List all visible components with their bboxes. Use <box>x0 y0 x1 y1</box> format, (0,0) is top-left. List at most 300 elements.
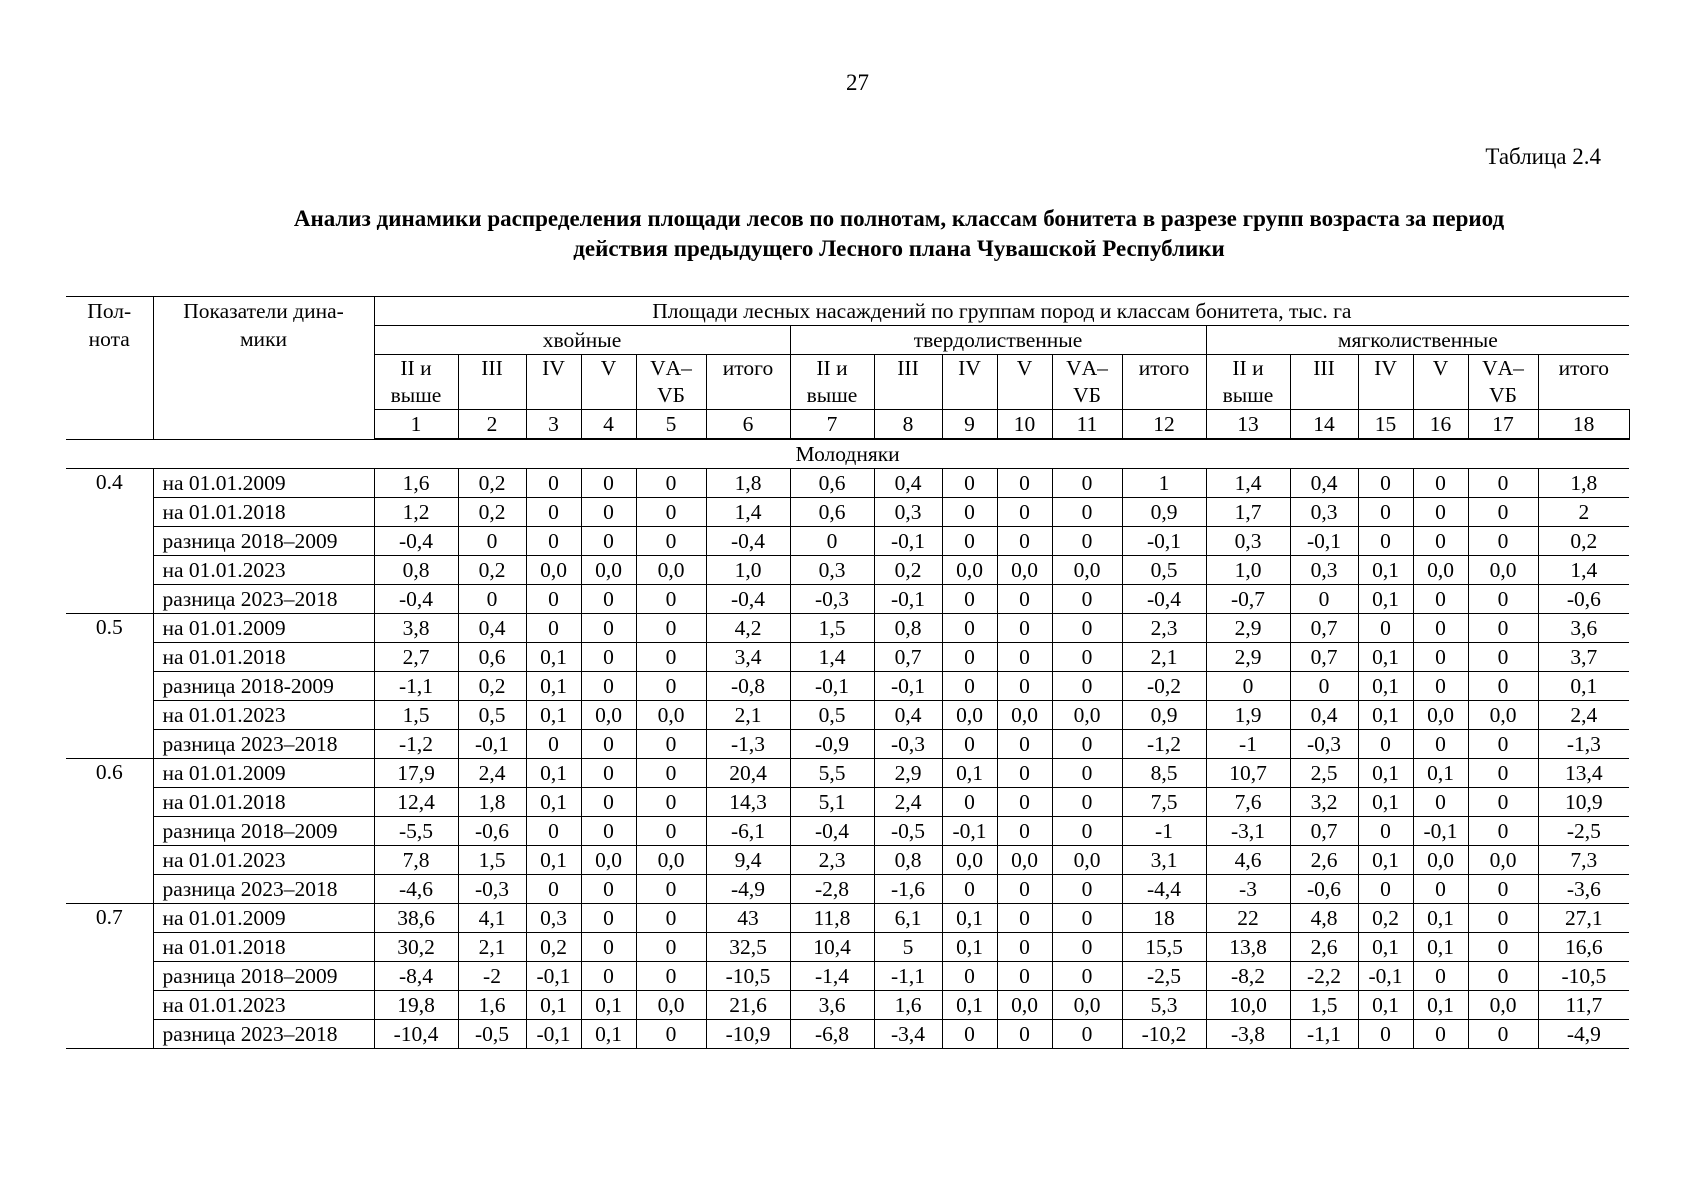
value-cell: 0,1 <box>1358 672 1413 701</box>
value-cell: 18 <box>1122 904 1206 933</box>
value-cell: 0,2 <box>458 556 526 585</box>
header-group-hardwood: твердолиственные <box>790 326 1206 355</box>
value-cell: 0 <box>1468 962 1538 991</box>
value-cell: 0 <box>1052 904 1122 933</box>
value-cell: 0,0 <box>1413 556 1468 585</box>
value-cell: 1,6 <box>874 991 942 1020</box>
column-number: 8 <box>874 410 942 440</box>
value-cell: 0,3 <box>526 904 581 933</box>
header-class-line1: VА– <box>650 356 692 380</box>
value-cell: 22 <box>1206 904 1290 933</box>
value-cell: 0 <box>1413 469 1468 498</box>
value-cell: 0 <box>526 469 581 498</box>
value-cell: 0 <box>1413 672 1468 701</box>
indicator-label: на 01.01.2018 <box>153 643 374 672</box>
value-cell: 32,5 <box>706 933 790 962</box>
column-number: 10 <box>997 410 1052 440</box>
value-cell: 2,4 <box>874 788 942 817</box>
value-cell: 2,6 <box>1290 846 1358 875</box>
value-cell: 0,1 <box>581 1020 636 1049</box>
column-number: 14 <box>1290 410 1358 440</box>
value-cell: -0,1 <box>874 672 942 701</box>
value-cell: 0,7 <box>874 643 942 672</box>
value-cell: 0 <box>1468 527 1538 556</box>
value-cell: -2,5 <box>1122 962 1206 991</box>
header-polnota <box>66 297 153 440</box>
header-group-softwood: мягколиственные <box>1206 326 1629 355</box>
value-cell: 0,0 <box>1052 556 1122 585</box>
value-cell: 7,8 <box>374 846 458 875</box>
header-class-cell <box>706 355 790 410</box>
value-cell: 0,4 <box>874 469 942 498</box>
section-row <box>66 439 1629 469</box>
value-cell: 27,1 <box>1538 904 1629 933</box>
value-cell: 0 <box>1052 817 1122 846</box>
title-line-1: Анализ динамики распределения площади лесов по полнотам, классам бонитета в разрезе групп возраста за период <box>293 206 1505 231</box>
value-cell: 0,0 <box>636 991 706 1020</box>
value-cell: 12,4 <box>374 788 458 817</box>
value-cell: 0 <box>1468 672 1538 701</box>
value-cell: 0 <box>581 788 636 817</box>
value-cell: 11,7 <box>1538 991 1629 1020</box>
value-cell: -1,1 <box>1290 1020 1358 1049</box>
value-cell: 5 <box>874 933 942 962</box>
value-cell: 0,1 <box>1358 701 1413 730</box>
value-cell: 0 <box>1413 643 1468 672</box>
value-cell: 0 <box>581 933 636 962</box>
header-class-line1: V <box>1016 356 1033 380</box>
value-cell: 0 <box>1413 1020 1468 1049</box>
value-cell: 7,3 <box>1538 846 1629 875</box>
table-row <box>66 875 1629 904</box>
value-cell: 2,7 <box>374 643 458 672</box>
value-cell: -0,7 <box>1206 585 1290 614</box>
column-number: 11 <box>1052 410 1122 440</box>
value-cell: 5,5 <box>790 759 874 788</box>
value-cell: 0 <box>458 585 526 614</box>
value-cell: 0 <box>942 585 997 614</box>
header-class-line2 <box>707 382 790 409</box>
value-cell: 0,0 <box>1468 701 1538 730</box>
value-cell: 8,5 <box>1122 759 1206 788</box>
table-row <box>66 904 1629 933</box>
indicator-label: на 01.01.2023 <box>153 701 374 730</box>
value-cell: 0 <box>1468 498 1538 527</box>
value-cell: 0 <box>1413 788 1468 817</box>
value-cell: 0 <box>1052 962 1122 991</box>
value-cell: 3,2 <box>1290 788 1358 817</box>
value-cell: -10,5 <box>1538 962 1629 991</box>
indicator-label: разница 2018-2009 <box>153 672 374 701</box>
value-cell: -0,1 <box>1122 527 1206 556</box>
header-class-cell <box>1468 355 1538 410</box>
value-cell: 0,4 <box>1290 701 1358 730</box>
header-group-coniferous: хвойные <box>374 326 790 355</box>
indicator-label: разница 2018–2009 <box>153 817 374 846</box>
value-cell: 13,8 <box>1206 933 1290 962</box>
value-cell: 0 <box>1290 585 1358 614</box>
value-cell: 0,0 <box>997 846 1052 875</box>
value-cell: 0 <box>1413 527 1468 556</box>
value-cell: 0,1 <box>526 759 581 788</box>
value-cell: 0,1 <box>1358 643 1413 672</box>
value-cell: 0,0 <box>1413 701 1468 730</box>
value-cell: 0,1 <box>942 991 997 1020</box>
value-cell: 0 <box>1413 962 1468 991</box>
value-cell: 0 <box>942 614 997 643</box>
value-cell: 0 <box>526 614 581 643</box>
column-number: 3 <box>526 410 581 440</box>
polnota-cell: 0.4 <box>66 469 153 614</box>
table-row <box>66 556 1629 585</box>
value-cell: 10,7 <box>1206 759 1290 788</box>
value-cell: 1,0 <box>706 556 790 585</box>
column-number: 5 <box>636 410 706 440</box>
value-cell: 0 <box>581 672 636 701</box>
value-cell: 0,1 <box>1413 759 1468 788</box>
value-cell: -0,4 <box>1122 585 1206 614</box>
value-cell: 0 <box>1358 1020 1413 1049</box>
value-cell: -4,9 <box>706 875 790 904</box>
value-cell: 0 <box>636 527 706 556</box>
value-cell: 0,1 <box>526 788 581 817</box>
value-cell: 1 <box>1122 469 1206 498</box>
value-cell: 0,0 <box>997 991 1052 1020</box>
header-class-line1: II и <box>816 356 848 380</box>
table-row <box>66 614 1629 643</box>
value-cell: -3,1 <box>1206 817 1290 846</box>
page-number: 27 <box>846 70 869 95</box>
value-cell: 0 <box>636 788 706 817</box>
value-cell: 0 <box>1468 875 1538 904</box>
value-cell: -8,2 <box>1206 962 1290 991</box>
header-class-line2 <box>459 382 526 409</box>
indicator-label: на 01.01.2023 <box>153 991 374 1020</box>
value-cell: 1,8 <box>706 469 790 498</box>
value-cell: 13,4 <box>1538 759 1629 788</box>
value-cell: 0 <box>997 1020 1052 1049</box>
value-cell: 3,1 <box>1122 846 1206 875</box>
value-cell: -1,6 <box>874 875 942 904</box>
value-cell: 0,1 <box>1413 904 1468 933</box>
value-cell: 0 <box>526 875 581 904</box>
value-cell: 43 <box>706 904 790 933</box>
value-cell: 0 <box>997 788 1052 817</box>
value-cell: -3,8 <box>1206 1020 1290 1049</box>
value-cell: 0,2 <box>458 469 526 498</box>
value-cell: 0 <box>1468 469 1538 498</box>
value-cell: 0,0 <box>636 701 706 730</box>
value-cell: 11,8 <box>790 904 874 933</box>
header-class-line2 <box>998 382 1052 409</box>
value-cell: 3,4 <box>706 643 790 672</box>
value-cell: 0 <box>997 817 1052 846</box>
value-cell: 0 <box>1052 730 1122 759</box>
value-cell: 0,4 <box>874 701 942 730</box>
value-cell: 0 <box>581 730 636 759</box>
value-cell: 0,7 <box>1290 643 1358 672</box>
value-cell: 1,8 <box>1538 469 1629 498</box>
indicator-label: разница 2018–2009 <box>153 962 374 991</box>
value-cell: 2 <box>1538 498 1629 527</box>
value-cell: 1,6 <box>458 991 526 1020</box>
indicator-label: на 01.01.2009 <box>153 614 374 643</box>
value-cell: 0,2 <box>526 933 581 962</box>
value-cell: 0 <box>1413 614 1468 643</box>
header-class-line2 <box>1414 382 1468 409</box>
value-cell: 4,2 <box>706 614 790 643</box>
value-cell: 4,6 <box>1206 846 1290 875</box>
value-cell: 1,9 <box>1206 701 1290 730</box>
value-cell: 0 <box>942 875 997 904</box>
value-cell: -0,3 <box>458 875 526 904</box>
value-cell: 0 <box>997 498 1052 527</box>
column-number: 18 <box>1538 410 1629 440</box>
value-cell: 0 <box>1052 672 1122 701</box>
value-cell: 0 <box>1358 730 1413 759</box>
value-cell: 0,0 <box>1468 556 1538 585</box>
value-cell: 0 <box>942 469 997 498</box>
value-cell: 0,0 <box>942 556 997 585</box>
value-cell: 0,3 <box>1290 498 1358 527</box>
table-row <box>66 962 1629 991</box>
forest-dynamics-table <box>66 296 1629 1049</box>
value-cell: 0 <box>1052 933 1122 962</box>
value-cell: 0,1 <box>1358 759 1413 788</box>
value-cell: -2,8 <box>790 875 874 904</box>
value-cell: -0,4 <box>374 585 458 614</box>
value-cell: 0 <box>1468 643 1538 672</box>
section-title: Молодняки <box>66 439 1629 469</box>
indicator-label: разница 2023–2018 <box>153 875 374 904</box>
value-cell: 0,6 <box>790 498 874 527</box>
header-class-line2 <box>1291 382 1358 409</box>
table-row <box>66 1020 1629 1049</box>
value-cell: 2,3 <box>790 846 874 875</box>
value-cell: 0,1 <box>1538 672 1629 701</box>
table-row <box>66 672 1629 701</box>
value-cell: 0,1 <box>1413 933 1468 962</box>
value-cell: 20,4 <box>706 759 790 788</box>
value-cell: 0,2 <box>458 498 526 527</box>
header-class-cell <box>790 355 874 410</box>
value-cell: 0 <box>1052 643 1122 672</box>
value-cell: 7,6 <box>1206 788 1290 817</box>
header-class-line2: VБ <box>657 383 685 407</box>
value-cell: 0 <box>1468 933 1538 962</box>
value-cell: -0,4 <box>374 527 458 556</box>
value-cell: -0,3 <box>1290 730 1358 759</box>
header-class-line2 <box>1539 382 1630 409</box>
value-cell: 0,8 <box>374 556 458 585</box>
header-class-line1: итого <box>722 356 774 380</box>
value-cell: 19,8 <box>374 991 458 1020</box>
table-row <box>66 469 1629 498</box>
header-class-line2 <box>943 382 997 409</box>
value-cell: -1,2 <box>1122 730 1206 759</box>
table-row <box>66 585 1629 614</box>
value-cell: 0 <box>997 585 1052 614</box>
value-cell: 0 <box>581 817 636 846</box>
table-row <box>66 788 1629 817</box>
value-cell: 5,3 <box>1122 991 1206 1020</box>
indicator-label: разница 2023–2018 <box>153 585 374 614</box>
column-number: 7 <box>790 410 874 440</box>
header-class-cell <box>458 355 526 410</box>
value-cell: -0,6 <box>1538 585 1629 614</box>
header-class-line1: IV <box>958 356 981 380</box>
value-cell: -0,6 <box>458 817 526 846</box>
value-cell: 3,6 <box>790 991 874 1020</box>
value-cell: 0,2 <box>458 672 526 701</box>
value-cell: 0,7 <box>1290 614 1358 643</box>
value-cell: 0 <box>1052 875 1122 904</box>
value-cell: 0 <box>581 614 636 643</box>
value-cell: 2,5 <box>1290 759 1358 788</box>
value-cell: 4,8 <box>1290 904 1358 933</box>
value-cell: 0 <box>636 962 706 991</box>
value-cell: 0 <box>997 933 1052 962</box>
value-cell: 2,3 <box>1122 614 1206 643</box>
value-cell: 6,1 <box>874 904 942 933</box>
value-cell: 0,1 <box>1358 991 1413 1020</box>
column-number: 16 <box>1413 410 1468 440</box>
value-cell: 7,5 <box>1122 788 1206 817</box>
column-number: 12 <box>1122 410 1206 440</box>
value-cell: 0 <box>1052 527 1122 556</box>
value-cell: -0,9 <box>790 730 874 759</box>
value-cell: -0,4 <box>706 527 790 556</box>
value-cell: 2,1 <box>706 701 790 730</box>
value-cell: -3,6 <box>1538 875 1629 904</box>
header-class-line1: III <box>1313 356 1335 380</box>
value-cell: -0,1 <box>874 585 942 614</box>
value-cell: 0 <box>581 962 636 991</box>
table-header <box>66 297 1629 440</box>
value-cell: -0,1 <box>458 730 526 759</box>
value-cell: 2,4 <box>458 759 526 788</box>
value-cell: 0,9 <box>1122 701 1206 730</box>
value-cell: 0,7 <box>1290 817 1358 846</box>
value-cell: 0 <box>1468 788 1538 817</box>
table-row <box>66 846 1629 875</box>
value-cell: -0,1 <box>526 1020 581 1049</box>
value-cell: 0 <box>942 643 997 672</box>
value-cell: 2,4 <box>1538 701 1629 730</box>
value-cell: 1,0 <box>1206 556 1290 585</box>
value-cell: 1,2 <box>374 498 458 527</box>
value-cell: 0 <box>636 904 706 933</box>
value-cell: 3,8 <box>374 614 458 643</box>
indicator-label: на 01.01.2009 <box>153 759 374 788</box>
header-class-cell <box>1052 355 1122 410</box>
value-cell: -0,1 <box>874 527 942 556</box>
value-cell: 0,0 <box>581 556 636 585</box>
table-row <box>66 817 1629 846</box>
value-cell: -10,4 <box>374 1020 458 1049</box>
header-class-line1: V <box>600 356 617 380</box>
value-cell: 2,1 <box>458 933 526 962</box>
value-cell: 2,9 <box>1206 643 1290 672</box>
value-cell: 0 <box>1468 759 1538 788</box>
header-class-line1: итого <box>1138 356 1190 380</box>
value-cell: 2,6 <box>1290 933 1358 962</box>
value-cell: -0,1 <box>526 962 581 991</box>
value-cell: 1,5 <box>374 701 458 730</box>
value-cell: -0,4 <box>790 817 874 846</box>
value-cell: 0 <box>942 962 997 991</box>
value-cell: 0,0 <box>581 701 636 730</box>
value-cell: 0 <box>1468 904 1538 933</box>
value-cell: 0 <box>636 759 706 788</box>
value-cell: 1,4 <box>1206 469 1290 498</box>
value-cell: -0,1 <box>790 672 874 701</box>
value-cell: 1,7 <box>1206 498 1290 527</box>
value-cell: 10,4 <box>790 933 874 962</box>
value-cell: 0 <box>1358 817 1413 846</box>
table-body <box>66 439 1629 1049</box>
value-cell: 0,0 <box>1468 991 1538 1020</box>
value-cell: 0 <box>526 817 581 846</box>
indicator-label: разница 2023–2018 <box>153 730 374 759</box>
value-cell: 0,0 <box>1413 846 1468 875</box>
value-cell: 0 <box>581 904 636 933</box>
header-class-line2: VБ <box>1073 383 1101 407</box>
value-cell: 0 <box>1468 817 1538 846</box>
value-cell: 0 <box>997 759 1052 788</box>
header-class-line2 <box>582 382 636 409</box>
value-cell: 0 <box>1052 788 1122 817</box>
value-cell: 2,9 <box>1206 614 1290 643</box>
value-cell: 16,6 <box>1538 933 1629 962</box>
value-cell: -0,4 <box>706 585 790 614</box>
value-cell: 0,1 <box>1358 933 1413 962</box>
value-cell: 0 <box>636 585 706 614</box>
column-number: 2 <box>458 410 526 440</box>
header-class-line1: II и <box>1232 356 1264 380</box>
table-row <box>66 991 1629 1020</box>
column-number: 1 <box>374 410 458 440</box>
column-number: 6 <box>706 410 790 440</box>
value-cell: 0 <box>1290 672 1358 701</box>
value-cell: 0 <box>581 759 636 788</box>
value-cell: 0 <box>1468 730 1538 759</box>
value-cell: 0 <box>636 498 706 527</box>
polnota-cell: 0.5 <box>66 614 153 759</box>
table-row <box>66 730 1629 759</box>
value-cell: 0,5 <box>458 701 526 730</box>
header-class-line1: IV <box>542 356 565 380</box>
value-cell: 0,0 <box>997 556 1052 585</box>
value-cell: 0 <box>1468 614 1538 643</box>
value-cell: 15,5 <box>1122 933 1206 962</box>
value-cell: 0 <box>942 788 997 817</box>
value-cell: 0 <box>526 527 581 556</box>
value-cell: 0,1 <box>526 846 581 875</box>
value-cell: 0 <box>997 469 1052 498</box>
header-class-cell <box>874 355 942 410</box>
header-polnota-line1: Пол- <box>87 299 132 323</box>
value-cell: 1,4 <box>1538 556 1629 585</box>
value-cell: 1,4 <box>706 498 790 527</box>
column-number: 13 <box>1206 410 1290 440</box>
indicator-label: на 01.01.2018 <box>153 498 374 527</box>
value-cell: 0,1 <box>526 672 581 701</box>
header-class-line2 <box>1359 382 1413 409</box>
value-cell: 0,0 <box>997 701 1052 730</box>
table-row <box>66 759 1629 788</box>
value-cell: 0 <box>997 962 1052 991</box>
